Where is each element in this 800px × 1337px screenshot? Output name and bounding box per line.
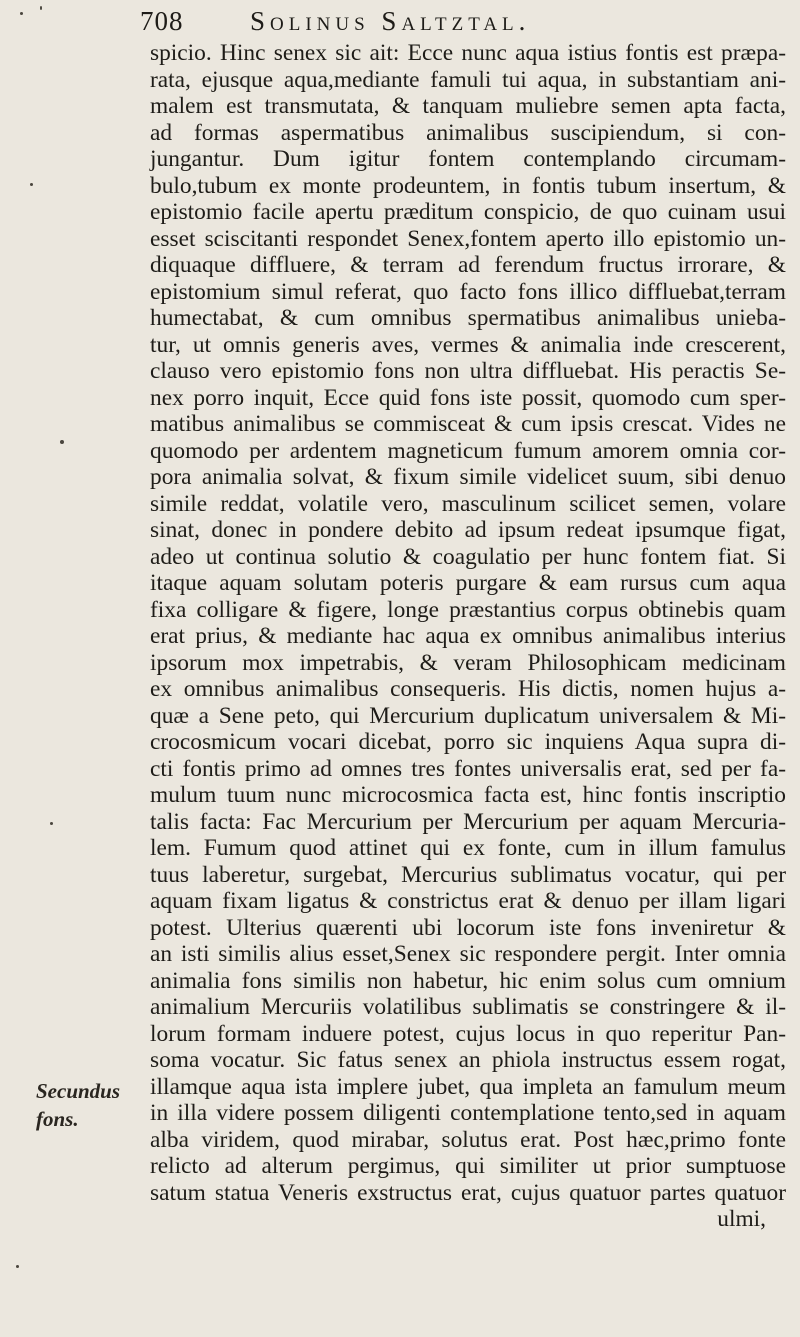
text-line: spicio. Hinc senex sic ait: Ecce nunc aqua istius fontis est præpa- [150, 40, 786, 66]
body-text [150, 40, 786, 1233]
text-line: ex omnibus animalibus consequeris. His dictis, nomen hujus a- [150, 676, 786, 702]
text-line: potest. Ulterius quærenti ubi locorum iste fons inveniretur & [150, 914, 786, 941]
text-line: talis facta: Fac Mercurium per Mercurium per aquam Mercuria- [150, 808, 786, 835]
text-line: quomodo per ardentem magneticum fumum amorem omnia cor- [150, 437, 786, 464]
text-line: rata, ejusque aqua,mediante famuli tui aqua, in substantiam ani- [150, 66, 786, 93]
text-line: lorum formam induere potest, cujus locus in quo reperitur Pan- [150, 1020, 786, 1047]
text-line: epistomio facile apertu præditum conspicio, de quo cuinam usui [150, 199, 786, 225]
text-line: satum statua Veneris exstructus erat, cujus quatuor partes quatuor [150, 1179, 786, 1206]
scan-speck [16, 1265, 19, 1268]
text-line: simile reddat, volatile vero, masculinum scilicet semen, volare [150, 490, 786, 517]
text-line: sinat, donec in pondere debito ad ipsum redeat ipsumque figat, [150, 517, 786, 543]
running-title: Solinus Saltztal. [250, 6, 531, 36]
text-line: fixa colligare & figere, longe præstantius corpus obtinebis quam [150, 596, 786, 623]
text-line: esset sciscitanti respondet Senex,fontem aperto illo epistomio un- [150, 225, 786, 252]
text-line: bulo,tubum ex monte prodeuntem, in fontis tubum insertum, & [150, 172, 786, 199]
text-line: jungantur. Dum igitur fontem contemplando circumam- [150, 146, 786, 172]
text-line: cti fontis primo ad omnes tres fontes universalis erat, sed per fa- [150, 755, 786, 782]
text-line: quæ a Sene peto, qui Mercurium duplicatum universalem & Mi- [150, 702, 786, 729]
scan-speck [50, 822, 53, 825]
scan-speck [30, 183, 33, 186]
text-line: animalium Mercuriis volatilibus sublimatis se constringere & il- [150, 994, 786, 1020]
scan-speck [60, 440, 64, 444]
text-line: alba viridem, quod mirabar, solutus erat. Post hæc,primo fonte [150, 1126, 786, 1153]
page-number: 708 [140, 6, 184, 36]
text-line: ad formas aspermatibus animalibus suscipiendum, si con- [150, 119, 786, 146]
text-line: in illa videre possem diligenti contemplatione tento,sed in aquam [150, 1100, 786, 1126]
text-line: erat prius, & mediante hac aqua ex omnibus animalibus interius [150, 623, 786, 649]
text-line: tuus laberetur, surgebat, Mercurius sublimatus vocatur, qui per [150, 861, 786, 888]
text-line: illamque aqua ista implere jubet, qua impleta an famulum meum [150, 1073, 786, 1100]
text-line: diquaque diffluere, & terram ad ferendum fructus irrorare, & [150, 252, 786, 278]
text-line: matibus animalibus se commisceat & cum ipsis crescat. Vides ne [150, 411, 786, 437]
margin-note [36, 1077, 136, 1133]
text-line: epistomium simul referat, quo facto fons illico diffluebat,terram [150, 278, 786, 305]
page-header [140, 2, 780, 38]
text-line: nex porro inquit, Ecce quid fons iste possit, quomodo cum sper- [150, 384, 786, 411]
text-line: ipsorum mox impetrabis, & veram Philosophicam medicinam [150, 649, 786, 676]
scan-speck [40, 6, 42, 10]
text-line: mulum tuum nunc microcosmica facta est, hinc fontis inscriptio [150, 782, 786, 808]
text-line: tur, ut omnis generis aves, vermes & animalia inde crescerent, [150, 331, 786, 358]
text-line: malem est transmutata, & tanquam muliebre semen apta facta, [150, 93, 786, 119]
text-line: aquam fixam ligatus & constrictus erat & denuo per illam ligari [150, 888, 786, 914]
text-line: itaque aquam solutam poteris purgare & eam rursus cum aqua [150, 570, 786, 596]
text-line: humectabat, & cum omnibus spermatibus animalibus unieba- [150, 305, 786, 331]
text-line: animalia fons similis non habetur, hic enim solus cum omnium [150, 967, 786, 994]
text-line: soma vocatur. Sic fatus senex an phiola instructus essem rogat, [150, 1047, 786, 1073]
text-line: crocosmicum vocari dicebat, porro sic inquiens Aqua supra di- [150, 729, 786, 755]
scan-speck [20, 12, 23, 15]
text-line: adeo ut continua solutio & coagulatio per hunc fontem fiat. Si [150, 543, 786, 570]
margin-note-line: fons. [36, 1107, 79, 1131]
text-line: lem. Fumum quod attinet qui ex fonte, cum in illum famulus [150, 835, 786, 861]
text-line: relicto ad alterum pergimus, qui similiter ut prior sumptuose [150, 1153, 786, 1179]
text-line: clauso vero epistomio fons non ultra diffluebat. His peractis Se- [150, 358, 786, 384]
margin-note-line: Secundus [36, 1079, 121, 1103]
text-line: an isti similis alius esset,Senex sic respondere pergit. Inter omnia [150, 941, 786, 967]
text-line: pora animalia solvat, & fixum simile videlicet suum, sibi denuo [150, 464, 786, 490]
catchword: ulmi, [717, 1206, 766, 1232]
